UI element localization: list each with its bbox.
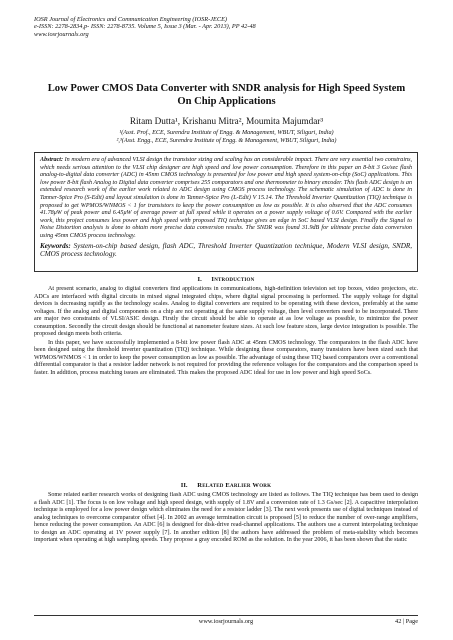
- journal-header: [34, 16, 424, 38]
- paragraph: At present scenario, analog to digital converters find applications in communications, high-definition television set top boxes, video projectors, etc. ADCs are interfaced with digital circuits in mixed signal integrated chips, where digital signal processing is performed. The supply voltage for digital devices is decreasing rapidly as the technology scales. Analog to digital converters are required to be operating with these devices, preferably at the same voltages. If the analog and digital components on a chip are not operating at the same supply voltage, then level converters need to be incorporated. There are major two constraints of VLSI/ASIC design. Firstly the circuit should be able to operate at as low voltage as possible, to minimize the power consumption. Secondly the circuit design should be functional at nanometer feature sizes. At such low feature sizes, large device integration is possible. The proposed design meets both criteria.: [34, 286, 418, 337]
- related-work-body: [34, 492, 418, 612]
- abstract-label: Abstract:: [40, 157, 64, 163]
- section-title: Introduction: [211, 276, 255, 283]
- section-heading-introduction: [34, 276, 418, 284]
- journal-url[interactable]: www.iosrjournals.org: [34, 30, 89, 38]
- section-title: Related Earlier Work: [197, 482, 272, 489]
- keywords-text: System-on-chip based design, flash ADC, Threshold Inverter Quantization technique, Modern VLSI design, SNDR, CMOS process technology.: [40, 241, 413, 258]
- paper-title: Low Power CMOS Data Converter with SNDR analysis for High Speed System On Chip Applications: [47, 83, 406, 107]
- section-heading-related-work: [34, 482, 418, 490]
- introduction-body: [34, 286, 418, 478]
- section-number: II.: [180, 482, 188, 489]
- keywords: [40, 242, 412, 258]
- page-footer: [34, 615, 418, 626]
- paper-authors: Ritam Dutta¹, Krishanu Mitra², Moumita Majumdar³: [129, 116, 324, 126]
- keywords-label: Keywords:: [40, 241, 71, 250]
- abstract-text: In modern era of advanced VLSI design the transistor sizing and scaling has an considerable impact. There are very essential two constrains, which needs serious attention to the VLSI chip designer are high speed and low power consumption. Therefore in this paper an 8-bit 3 Gs/sec flash analog-to-digital data converter (ADC) in 45nm CMOS technology is presented for low power and high speed system-on-chip (SoC) applications. This low power 8-bit flash Analog to Digital data converter comprises 255 comparators and one thermometer to binary encoder. This flash ADC design is an extended research work of the earlier work related to ADC design using CMOS process technology. The schematic simulation of ADC is done in Tanner-Spice Pro (S-Edit) and layout simulation is done in Tanner-Spice Pro (L-Edit) V 15.14. The Threshold Inverter Quantization (TIQ) technique is proposed to get WPMOS/WNMOS < 1 for transistors to keep the power consumption as low as possible. It is also observed that the ADC consumes 41.78μW of peak power and 6.45μW of average power at full speed while it operates on a power supply voltage of 0.6V. Compared with the earlier work, this project consumes less power and high speed with proposed TIQ technique gives an edge in SoC based VLSI design. Finally the Signal to Noise Distortion analysis is done to obtain more precise data conversion results. The SNDR was found 31.9dB for ultimate precise data conversion using 45nm CMOS process technology.: [40, 157, 412, 239]
- paragraph: In this paper, we have successfully implemented a 8-bit low power flash ADC at 45nm CMOS technology. The comparators in the flash ADC have been designed using the threshold inverter quantization (TIQ) technique. While designing these comparators, many transistors have been sized such that WPMOS/WNMOS < 1 in order to keep the power consumption as low as possible. The advantage of using these TIQ based comparators over a conventional differential comparator is that a resistor ladder network is not required for providing the reference voltages for the comparators and the comparison speed is faster. In addition, process matching issues are eliminated. This makes the proposed ADC ideal for use in low power and high speed SoCs.: [34, 339, 418, 376]
- journal-name: IOSR Journal of Electronics and Communication Engineering (IOSR-JECE): [34, 16, 228, 23]
- section-number: I.: [197, 276, 202, 283]
- paragraph: Some related earlier research works of designing flash ADC using CMOS technology are listed as follows. The TIQ technique has been used to design a flash ADC [1]. The focus is on low voltage and high speed design, with supply of 1.8V and a conversion rate of 1.3 Gs/sec [2]. A capacitive interpolation technique is employed for a low power design which eliminates the need for a resistor ladder [3]. The next work presents use of digital techniques instead of analog techniques to overcome comparator offset [4]. In 2002 an average termination circuit is proposed [5] to reduce the number of over-range amplifiers, hence reducing the power consumption. An ADC [6] is designed for disk-drive read-channel applications. The authors use a current interpolating technique to design an ADC operating at 1V power supply [7]. In another edition [8] the authors have addressed the problem of meta-stability which becomes important when operating at high sampling speeds. They propose a gray encoded ROM as the solution. In the year 2006, it has been shown that the static: [34, 492, 418, 543]
- journal-issn: e-ISSN: 2278-2834,p- ISSN: 2278-8735. Volume 5, Issue 3 (Mar. - Apr. 2013), PP 42-48: [34, 23, 256, 31]
- affiliation-2: ²,³(Asst. Engg., ECE, Surendra Institute of Engg. & Management, WBUT, Siliguri, India): [116, 136, 337, 144]
- affiliation-1: ¹(Asst. Prof., ECE, Surendra Institute of Engg. & Management, WBUT, Siliguri, India): [119, 129, 334, 136]
- page-number: 42 | Page: [395, 618, 418, 625]
- abstract-box: [34, 152, 418, 272]
- footer-site[interactable]: www.iosrjournals.org: [198, 618, 254, 625]
- author-affiliations: [40, 129, 413, 144]
